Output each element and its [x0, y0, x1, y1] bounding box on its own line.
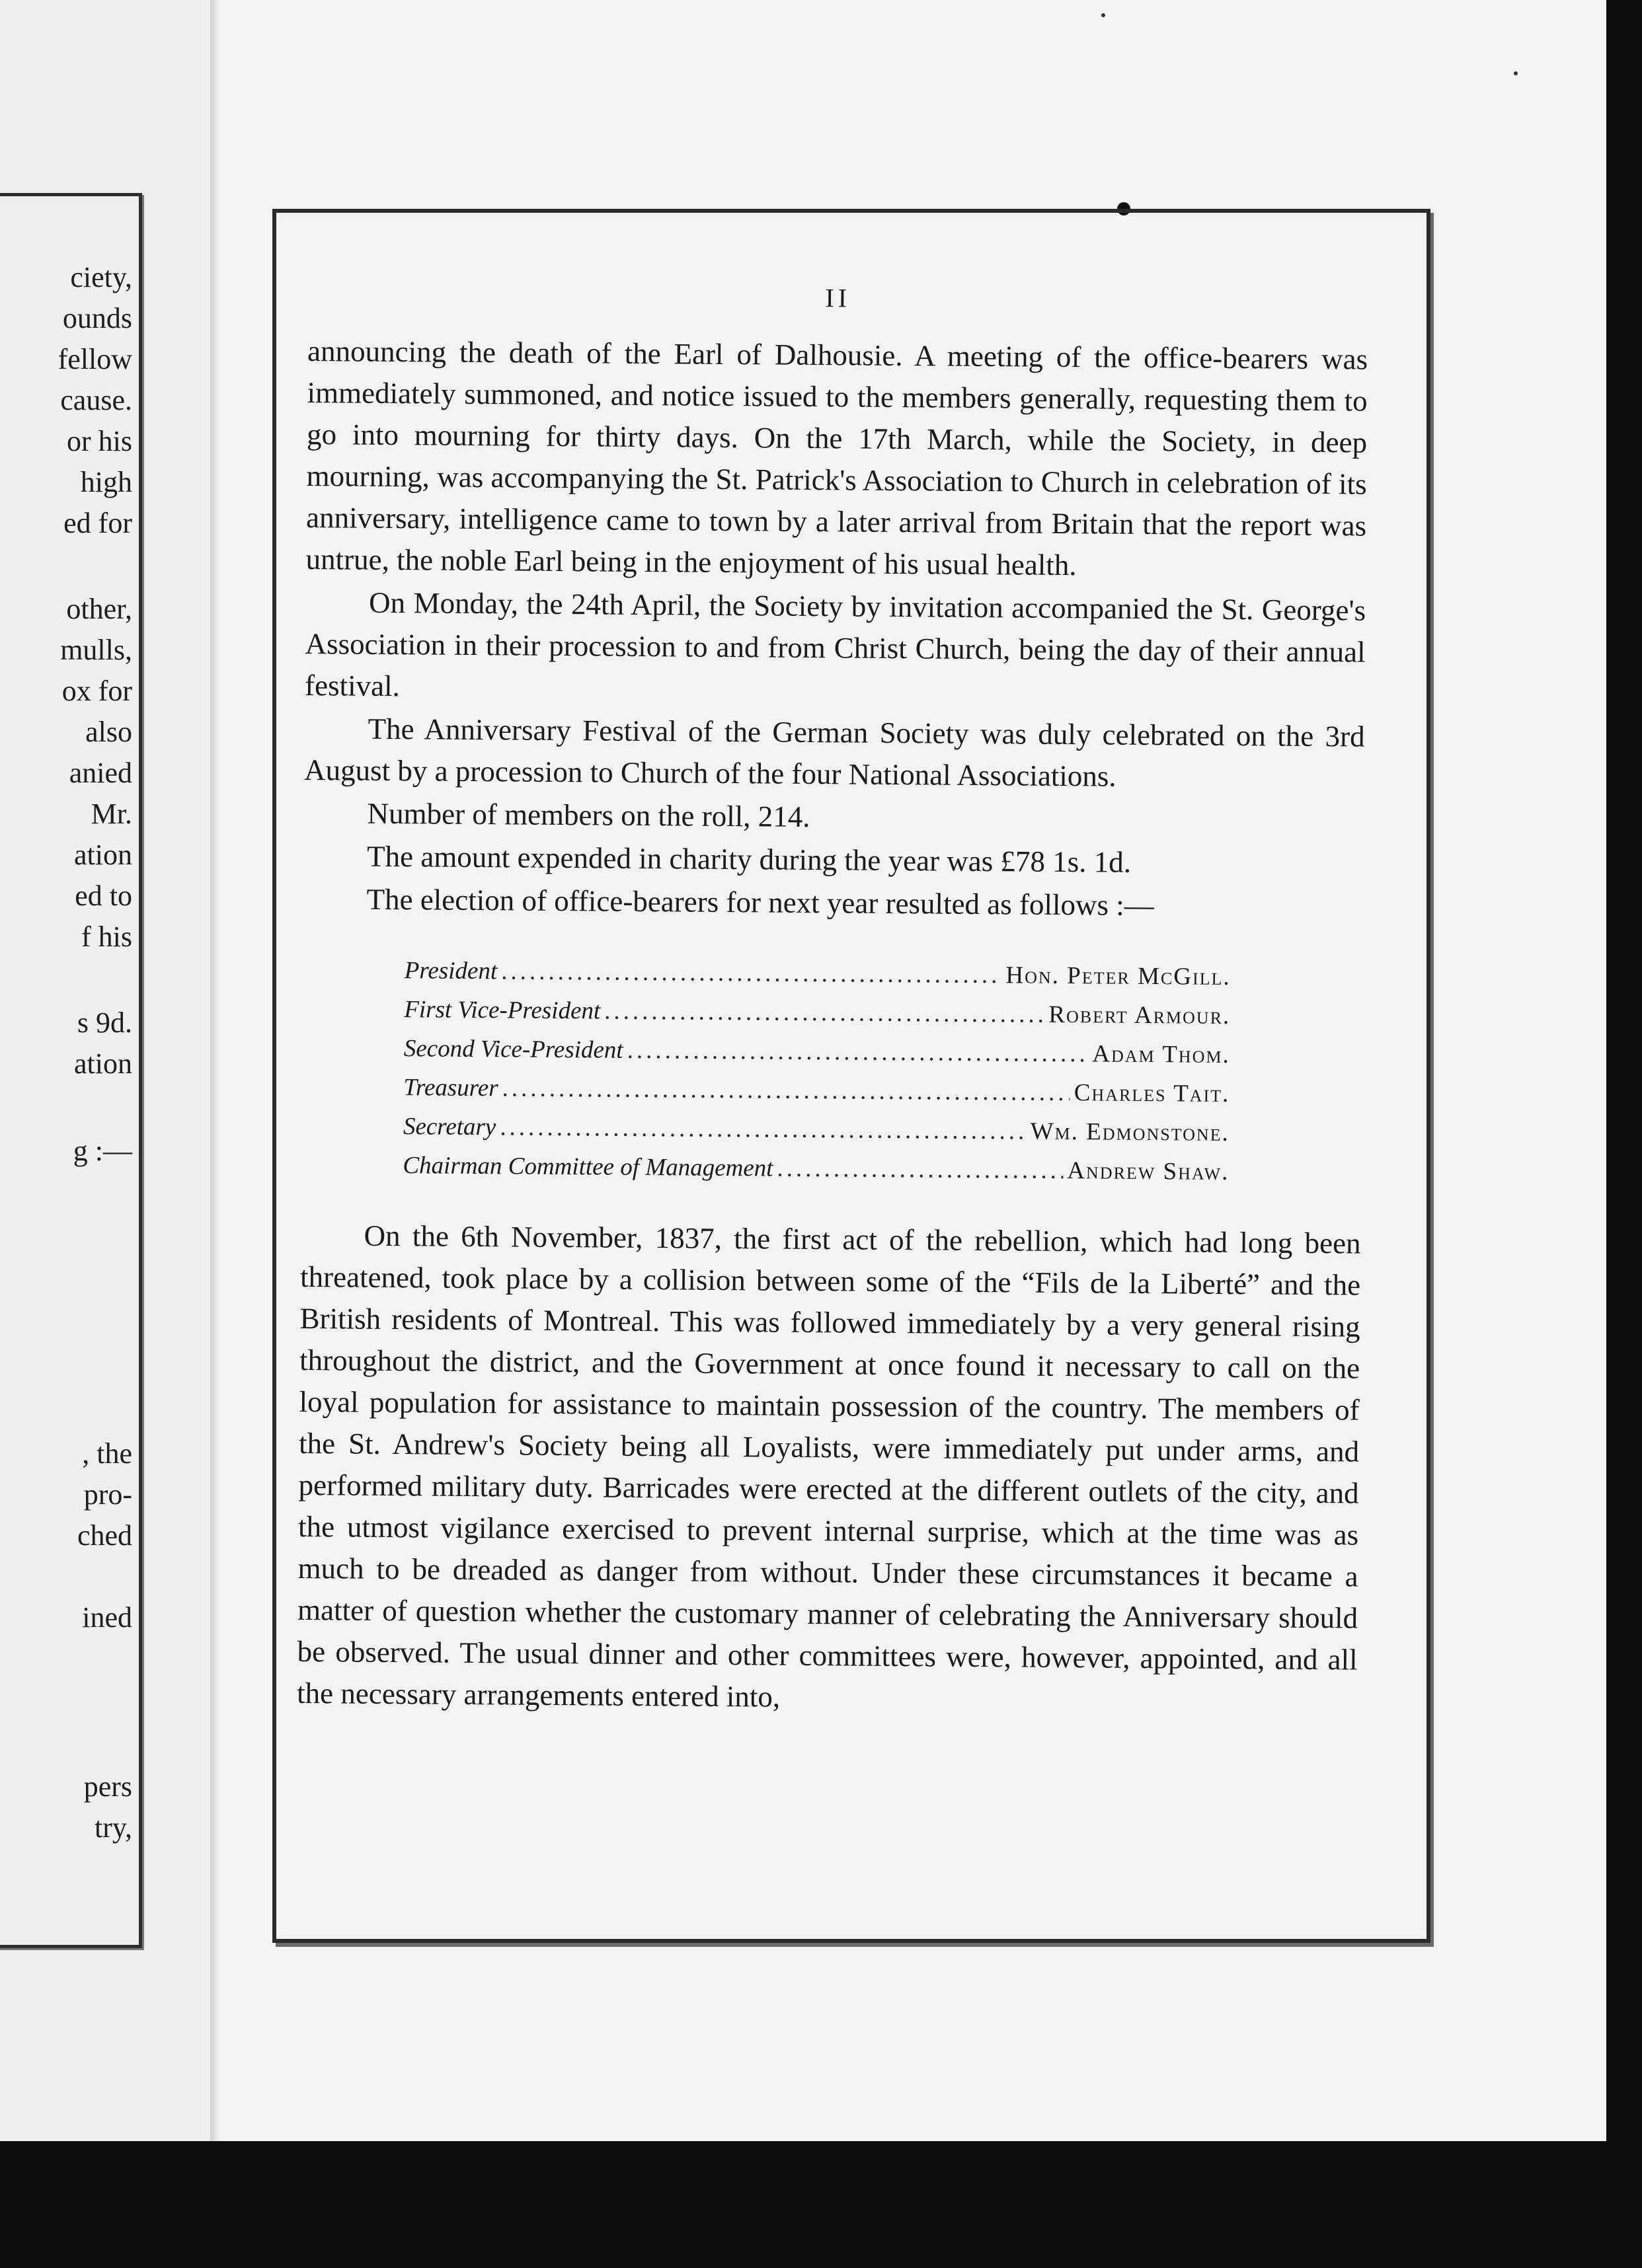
left-page [0, 0, 212, 2141]
paragraph-st-george: On Monday, the 24th April, the Society by invitation accompanied the St. George's Association in their procession to and from Christ Church, being the day of their annual festival. [304, 586, 1366, 703]
left-fragment: g :— [73, 1135, 132, 1167]
officer-title: Second Vice-President [403, 1035, 623, 1064]
left-fragment: ed to [75, 880, 132, 912]
paragraph-dalhousie: announcing the death of the Earl of Dalhousie. A meeting of the office-bearers was immediately summoned, and notice issued to the members generally, requesting them to go into mourning for thirty days. On the 17th March, while the Society, in deep mourning, was accompanying the St. Patrick's Association to Church in celebration of its anniversary, intelligence came to town by a later arrival from Britain that the report was untrue, the noble Earl being in the enjoyment of his usual health. [305, 334, 1368, 582]
left-fragment: try, [94, 1811, 132, 1844]
officer-title: President [404, 957, 498, 985]
dot-leader [501, 952, 1002, 995]
paragraph-german-society: The Anniversary Festival of the German Society was duly celebrated on the 3rd August by a procession to Church of the four National Associations. [303, 712, 1365, 793]
left-fragment: anied [69, 757, 132, 789]
left-fragment: ation [74, 1047, 132, 1080]
left-page-text-fragments [0, 0, 132, 1983]
page-text [295, 278, 1368, 1925]
officer-title: Secretary [403, 1113, 496, 1141]
left-fragment: pers [83, 1770, 132, 1803]
paragraph-rebellion-1837: On the 6th November, 1837, the first act of the rebellion, which had long been threatened, took place by a collision between some of the “Fils de la Liberté” and the British residents of Montreal. This was followed immediately by a very general rising throughout the district, and the Government at once found it necessary to call on the loyal population for assistance to maintain possession of the country. The members of the St. Andrew's Society being all Loyalists, were immediately put under arms, and performed military duty. Barricades were erected at the different outlets of the city, and the utmost vigilance exercised to prevent internal surprise, which at the time was as much to be dreaded as danger from without. Under these circumstances it became a matter of question whether the customary manner of celebrating the Anniversary should be observed. The usual dinner and other committees were, however, appointed, and all the necessary arrangements entered into, [296, 1219, 1361, 1714]
officer-title: Chairman Committee of Management [403, 1152, 773, 1182]
officer-row [405, 951, 1231, 997]
officer-name: Andrew Shaw. [1067, 1157, 1230, 1186]
page-number: II [825, 283, 851, 313]
officer-title: Treasurer [403, 1074, 498, 1102]
officer-row [403, 1107, 1230, 1153]
left-fragment: ched [77, 1519, 132, 1552]
left-fragment: ciety, [70, 261, 132, 293]
dot-leader [500, 1108, 1027, 1151]
left-fragment: s 9d. [77, 1006, 132, 1039]
officer-name: Hon. Peter McGill. [1005, 962, 1231, 991]
scan-background-right [1606, 0, 1642, 2268]
officer-name: Adam Thom. [1092, 1040, 1230, 1069]
officer-row [403, 1068, 1230, 1114]
office-bearers-list [403, 951, 1231, 1191]
officer-row [404, 1029, 1230, 1075]
book-gutter [210, 0, 219, 2141]
left-fragment: ed for [63, 507, 132, 539]
left-fragment: Mr. [91, 798, 132, 830]
paragraph-charity-amount: The amount expended in charity during the year was £78 1s. 1d. [366, 839, 1132, 879]
paragraph-members-count: Number of members on the roll, 214. [367, 796, 810, 833]
left-fragment: high [80, 466, 132, 498]
officer-name: Wm. Edmonstone. [1030, 1117, 1230, 1147]
dust-speck [1514, 71, 1518, 75]
dot-leader [502, 1069, 1070, 1112]
officer-title: First Vice-President [404, 996, 601, 1025]
left-fragment: ined [82, 1601, 132, 1634]
officer-name: Charles Tait. [1074, 1079, 1230, 1108]
left-fragment: also [85, 716, 132, 748]
left-fragment: , the [82, 1437, 132, 1470]
paragraph-election-intro: The election of office-bearers for next year resulted as follows :— [366, 882, 1154, 923]
dot-leader [627, 1031, 1088, 1073]
left-fragment: ation [74, 839, 132, 871]
left-fragment: ox for [61, 675, 132, 707]
dot-leader [777, 1149, 1063, 1190]
dust-speck [1101, 13, 1105, 17]
dot-leader [604, 992, 1045, 1034]
officer-name: Robert Armour. [1048, 1001, 1231, 1030]
left-fragment: f his [81, 921, 132, 953]
scan-background-bottom [0, 2141, 1642, 2268]
left-fragment: mulls, [60, 634, 132, 666]
left-fragment: cause. [60, 384, 132, 416]
left-fragment: ounds [62, 302, 132, 334]
officer-row [403, 1146, 1229, 1191]
left-fragment: other, [66, 593, 132, 625]
left-fragment: pro- [83, 1478, 132, 1511]
left-fragment: fellow [58, 343, 132, 375]
officer-row [404, 990, 1230, 1036]
left-fragment: or his [67, 425, 132, 457]
